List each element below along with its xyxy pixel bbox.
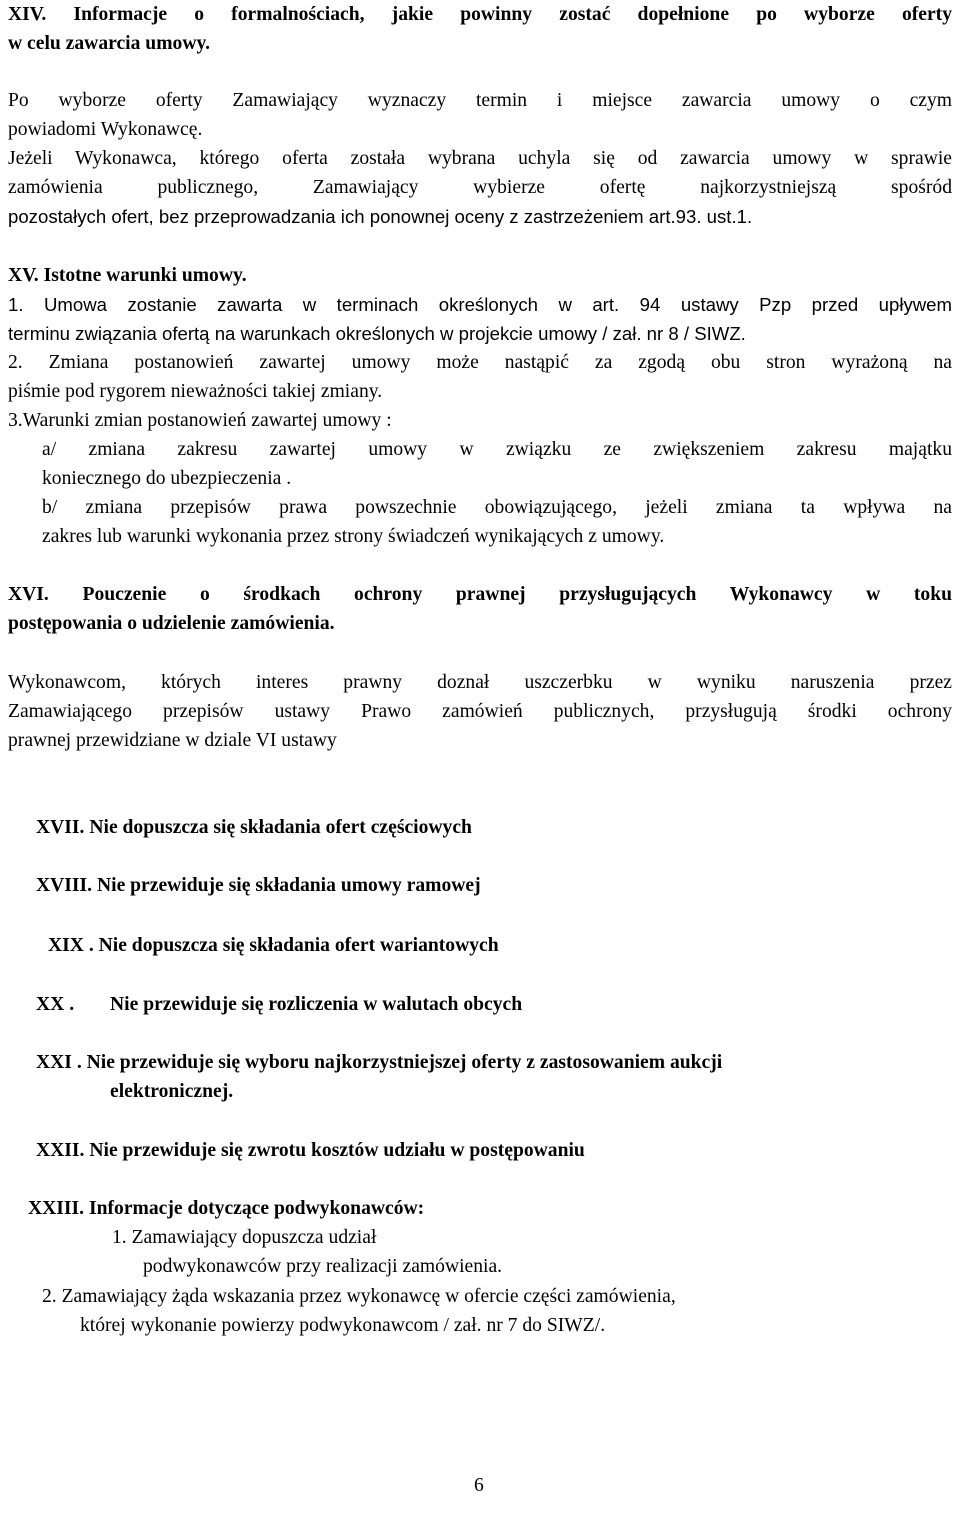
section-xix: XIX . Nie dopuszcza się składania ofert wariantowych — [48, 935, 499, 956]
section-xiv-p1-line1: Po wyborze oferty Zamawiający wyznaczy termin i miejsce zawarcia umowy o czym — [8, 90, 952, 111]
section-xvi-p-line1: Wykonawcom, których interes prawny doznał uszczerbku w wyniku naruszenia przez — [8, 672, 952, 693]
section-xv-item1-line2: terminu związania ofertą na warunkach określonych w projekcie umowy / zał. nr 8 / SIWZ. — [8, 323, 746, 344]
section-xviii: XVIII. Nie przewiduje się składania umowy ramowej — [36, 875, 481, 896]
section-xv-item2-line1: 2. Zmiana postanowień zawartej umowy może nastąpić za zgodą obu stron wyrażoną na — [8, 352, 952, 373]
section-xxi-line2: elektronicznej. — [110, 1081, 234, 1102]
section-xiv-heading-line1: XIV. Informacje o formalnościach, jakie powinny zostać dopełnione po wyborze oferty — [8, 4, 952, 25]
section-xiv-p2-line3: pozostałych ofert, bez przeprowadzania ich ponownej oceny z zastrzeżeniem art.93. ust.1. — [8, 206, 753, 227]
section-xv-item3b-line1: b/ zmiana przepisów prawa powszechnie obowiązującego, jeżeli zmiana ta wpływa na — [42, 497, 952, 518]
section-xv-item3b-line2: zakres lub warunki wykonania przez strony świadczeń wynikających z umowy. — [42, 526, 665, 547]
section-xv-item3: 3.Warunki zmian postanowień zawartej umowy : — [8, 410, 392, 431]
section-xiv-p2-line2: zamówienia publicznego, Zamawiający wybierze ofertę najkorzystniejszą spośród — [8, 177, 952, 198]
section-xvi-heading-line1: XVI. Pouczenie o środkach ochrony prawnej przysługujących Wykonawcy w toku — [8, 584, 952, 605]
section-xxiii-item2-line2: której wykonanie powierzy podwykonawcom / zał. nr 7 do SIWZ/. — [80, 1315, 606, 1336]
section-xvii: XVII. Nie dopuszcza się składania ofert częściowych — [36, 817, 472, 838]
section-xiv-p1-line2: powiadomi Wykonawcę. — [8, 119, 203, 140]
section-xvi-heading-line2: postępowania o udzielenie zamówienia. — [8, 613, 335, 634]
section-xxiii-item1-line1: 1. Zamawiający dopuszcza udział — [112, 1227, 377, 1248]
section-xxiii-heading: XXIII. Informacje dotyczące podwykonawców: — [28, 1198, 425, 1219]
section-xiv-heading-line2: w celu zawarcia umowy. — [8, 33, 211, 54]
section-xxii: XXII. Nie przewiduje się zwrotu kosztów udziału w postępowaniu — [36, 1140, 585, 1161]
section-xvi-p-line2: Zamawiającego przepisów ustawy Prawo zamówień publicznych, przysługują środki ochrony — [8, 701, 952, 722]
section-xx-text: Nie przewiduje się rozliczenia w walutach obcych — [110, 994, 523, 1015]
section-xxi-line1: XXI . Nie przewiduje się wyboru najkorzystniejszej oferty z zastosowaniem aukcji — [36, 1052, 723, 1073]
section-xv-heading: XV. Istotne warunki umowy. — [8, 265, 247, 286]
section-xv-item1-line1: 1. Umowa zostanie zawarta w terminach określonych w art. 94 ustawy Pzp przed upływem — [8, 294, 952, 315]
section-xxiii-item2-line1: 2. Zamawiający żąda wskazania przez wykonawcę w ofercie części zamówienia, — [42, 1286, 676, 1307]
page-number: 6 — [474, 1475, 484, 1496]
section-xv-item3a-line1: a/ zmiana zakresu zawartej umowy w związku ze zwiększeniem zakresu majątku — [42, 439, 952, 460]
section-xvi-p-line3: prawnej przewidziane w dziale VI ustawy — [8, 730, 337, 751]
section-xx-number: XX . — [36, 994, 75, 1015]
section-xv-item2-line2: piśmie pod rygorem nieważności takiej zmiany. — [8, 381, 383, 402]
section-xv-item3a-line2: koniecznego do ubezpieczenia . — [42, 468, 292, 489]
section-xiv-p2-line1: Jeżeli Wykonawca, którego oferta została wybrana uchyla się od zawarcia umowy w sprawie — [8, 148, 952, 169]
section-xxiii-item1-line2: podwykonawców przy realizacji zamówienia. — [143, 1256, 503, 1277]
